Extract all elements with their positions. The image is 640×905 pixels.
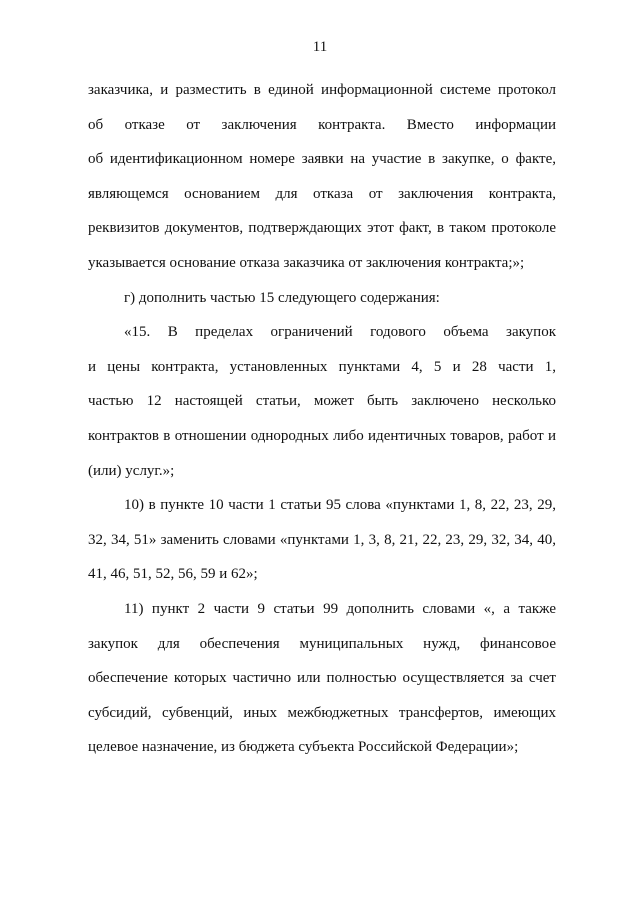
page-number: 11 <box>312 39 328 55</box>
text-line: об идентификационном номере заявки на участие в закупке, о факте, <box>88 151 556 168</box>
paragraph-item-g <box>88 281 556 316</box>
text-line: закупок для обеспечения муниципальных нужд, финансовое <box>88 635 556 652</box>
text-line: обеспечение которых частично или полностью осуществляется за счет <box>88 670 556 687</box>
text-line: об отказе от заключения контракта. Вместо информации <box>88 116 556 133</box>
paragraph-item-11 <box>88 592 556 765</box>
text-line: заказчика, и разместить в единой информационной системе протокол <box>88 82 556 98</box>
text-line: частью 12 настоящей статьи, может быть заключено несколько <box>88 393 556 410</box>
text-line: реквизитов документов, подтверждающих этот факт, в таком протоколе <box>88 220 556 237</box>
text-line: и цены контракта, установленных пунктами 4, 5 и 28 части 1, <box>88 358 556 375</box>
paragraph-item-10 <box>88 488 556 592</box>
text-line: 11) пункт 2 части 9 статьи 99 дополнить словами «, а также <box>124 600 556 617</box>
text-line: г) дополнить частью 15 следующего содержания: <box>124 289 440 306</box>
text-line: субсидий, субвенций, иных межбюджетных трансфертов, имеющих <box>88 704 556 721</box>
paragraph-continuation <box>88 73 556 281</box>
document-body <box>88 73 556 765</box>
text-line: целевое назначение, из бюджета субъекта Российской Федерации»; <box>88 739 519 756</box>
text-line: контрактов в отношении однородных либо идентичных товаров, работ и <box>88 427 556 444</box>
paragraph-part-15 <box>88 315 556 488</box>
text-line: 32, 34, 51» заменить словами «пунктами 1, 3, 8, 21, 22, 23, 29, 32, 34, 40, <box>88 531 556 548</box>
text-line: 10) в пункте 10 части 1 статьи 95 слова «пунктами 1, 8, 22, 23, 29, <box>124 497 556 514</box>
text-line: являющемся основанием для отказа от заключения контракта, <box>88 185 556 202</box>
text-line: указывается основание отказа заказчика от заключения контракта;»; <box>88 254 525 271</box>
text-line: (или) услуг.»; <box>88 462 175 479</box>
text-line: 41, 46, 51, 52, 56, 59 и 62»; <box>88 566 258 583</box>
text-line: «15. В пределах ограничений годового объема закупок <box>124 324 556 341</box>
